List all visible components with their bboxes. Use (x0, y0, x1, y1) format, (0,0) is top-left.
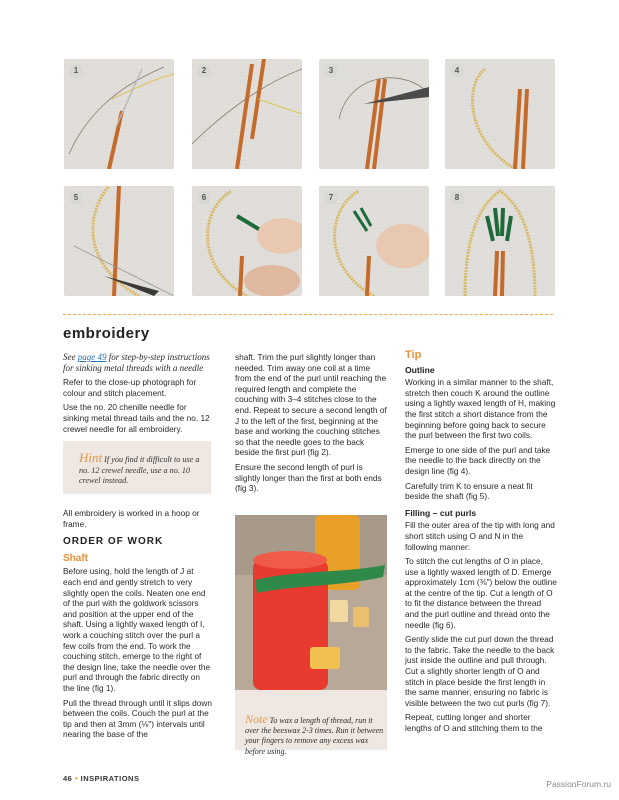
step-number: 4 (450, 64, 464, 78)
paragraph: Repeat, cutting longer and shorter lengths of O and stitching them to the (405, 712, 543, 733)
page-footer (63, 774, 139, 783)
watermark: PassionForum.ru (546, 779, 611, 789)
step-number: 3 (324, 64, 338, 78)
note-text: To wax a length of thread, run it over the beeswax 2-3 times. Run it between your fingers to remove any excess wax before using. (245, 716, 384, 756)
paragraph: Gently slide the cut purl down the thread to the fabric. Take the needle to the back just inside the outline and pull through. Cut a slightly shorter length of O and stitch in place beside the first length in the same manner, ensuring no fabric is visible between the two cut purls (fig 7). (405, 634, 555, 708)
paragraph: shaft. Trim the purl slightly longer than needed. Trim away one coil at a time from the end of the purl until reaching the required length and complete the couching with 3–4 stitches close to the end. Repeat to secure a second length of J to the left of the first, beginning at the base and working the couching stitches so that the needle goes to the back beside the first purl (fig 2). (235, 352, 387, 458)
paragraph: Emerge to one side of the purl and take the needle to the back directly on the design line (fig 4). (405, 444, 551, 476)
step-number: 7 (324, 191, 338, 205)
step-number: 6 (197, 191, 211, 205)
step-number: 2 (197, 64, 211, 78)
paragraph: Use the no. 20 chenille needle for sinking metal thread tails and the no. 12 crewel needle for all embroidery. (63, 402, 210, 434)
step-photo-7 (319, 186, 429, 296)
paragraph: Working in a similar manner to the shaft, stretch then couch K around the outline using a lightly waxed length of H, making the first stitch a short distance from the beginning before going back to secure the purl between the first two coils. (405, 377, 556, 441)
paragraph: Fill the outer area of the tip with long and short stitch using O and N in the following manner: (405, 520, 555, 552)
step-photo-8 (445, 186, 555, 296)
step-photo-2 (192, 59, 302, 169)
step-photo-6 (192, 186, 302, 296)
page-number: 46 (63, 774, 73, 783)
step-number: 8 (450, 191, 464, 205)
page-link[interactable]: page 49 (77, 352, 107, 362)
column-1-lower (63, 508, 213, 744)
step-number: 1 (69, 64, 83, 78)
hint-label: Hint (79, 450, 103, 465)
hint-box (63, 441, 211, 494)
section-title: embroidery (63, 325, 150, 342)
outline-heading: Outline (405, 364, 435, 375)
step-photo-3 (319, 59, 429, 169)
paragraph: Before using, hold the length of J at each end and gently stretch to very slightly open the coils. Neaten one end of the purl with the goldwork scissors and position at the upper end of the shaft. Using a lightly waxed length of I, work a couching stitch over the purl a few coils from the end. To work the couching stitch, emerge to the right of the design line, take the needle over the purl and through the fabric directly on the line (fig 1). (63, 566, 211, 693)
hint-text: Hint If you find it difficult to use a no. 12 crewel needle, use a no. 10 crewel instead. (79, 450, 200, 485)
step-photo-1 (64, 59, 174, 169)
step-photo-5 (64, 186, 174, 296)
paragraph: All embroidery is worked in a hoop or frame. (63, 508, 200, 529)
paragraph: Pull the thread through until it slips down between the coils. Couch the purl at the tip and then at 3mm (⅛") intervals until nearing the base of the (63, 697, 212, 740)
paragraph: Refer to the close-up photograph for colour and stitch placement. (63, 377, 197, 398)
note-label: Note (245, 712, 268, 726)
paragraph: Carefully trim K to ensure a neat fit beside the shaft (fig 5). (405, 480, 533, 502)
order-of-work-heading: ORDER OF WORK (63, 536, 164, 548)
magazine-name: INSPIRATIONS (80, 774, 140, 783)
filling-heading: Filling – cut purls (405, 507, 477, 518)
step-number: 5 (69, 191, 83, 205)
shaft-heading: Shaft (63, 552, 88, 564)
step-photo-4 (445, 59, 555, 169)
section-divider (63, 314, 553, 315)
tip-heading: Tip (405, 349, 422, 361)
paragraph: Ensure the second length of purl is slightly longer than the first at both ends (fig 3). (235, 461, 382, 494)
footer-separator: • (74, 774, 79, 783)
intro-note: See page 49 for step-by-step instructions for sinking metal threads with a needle (63, 352, 210, 373)
note-box (245, 714, 385, 757)
column-3 (405, 350, 557, 738)
paragraph: To stitch the cut lengths of O in place, use a lightly waxed length of D. Emerge approximately 1cm (⅜") below the outline at the centre of the tip. Cut a length of O to fit the distance between the thread and the purl outline and thread onto the needle (fig 6). (405, 556, 557, 630)
column-1 (63, 352, 213, 438)
column-2 (235, 352, 388, 498)
